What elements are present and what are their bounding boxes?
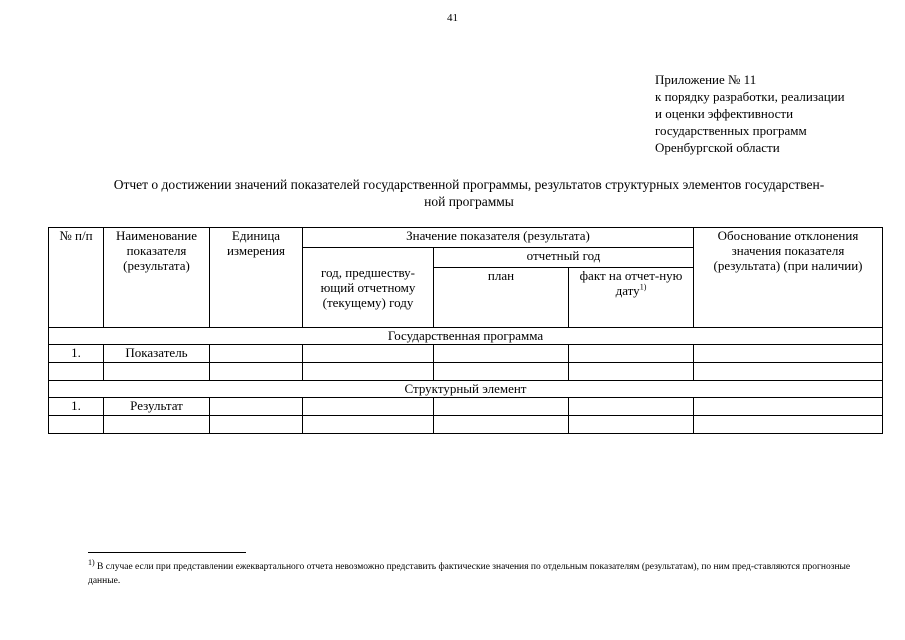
- header-fact: [569, 268, 694, 328]
- row-cell: [210, 363, 303, 381]
- row-cell: [694, 345, 883, 363]
- table-row: [49, 363, 883, 381]
- appendix-line: Приложение № 11: [655, 72, 757, 87]
- row-cell: [303, 398, 434, 416]
- row-name: Показатель: [104, 345, 210, 363]
- table-row: [49, 416, 883, 434]
- appendix-line: государственных программ: [655, 123, 807, 138]
- row-cell: [694, 363, 883, 381]
- row-cell: [434, 363, 569, 381]
- header-name: Наименование показателя (результата): [104, 228, 210, 328]
- appendix-line: к порядку разработки, реализации: [655, 89, 845, 104]
- footnote-marker: 1): [88, 557, 95, 567]
- header-plan: план: [434, 268, 569, 328]
- header-report-year: отчетный год: [434, 248, 694, 268]
- row-cell: [49, 416, 104, 434]
- row-cell: [569, 416, 694, 434]
- header-justification: Обоснование отклонения значения показателя (результата) (при наличии): [694, 228, 883, 328]
- row-cell: [210, 416, 303, 434]
- row-cell: [694, 416, 883, 434]
- table-row: [49, 345, 883, 363]
- header-value-group: Значение показателя (результата): [303, 228, 694, 248]
- section-title: Структурный элемент: [49, 381, 883, 398]
- row-cell: [303, 345, 434, 363]
- row-name: Результат: [104, 398, 210, 416]
- row-cell: [434, 345, 569, 363]
- row-cell: [210, 345, 303, 363]
- row-num: 1.: [49, 398, 104, 416]
- header-prev-year: год, предшеству-ющий отчетному (текущему) году: [303, 248, 434, 328]
- appendix-line: и оценки эффективности: [655, 106, 794, 121]
- row-cell: [104, 416, 210, 434]
- table-row: [49, 398, 883, 416]
- row-cell: [694, 398, 883, 416]
- row-cell: [210, 398, 303, 416]
- row-cell: [434, 398, 569, 416]
- document-title-line: ной программы: [424, 194, 514, 209]
- row-cell: [569, 363, 694, 381]
- header-num: № п/п: [49, 228, 104, 328]
- header-fact-text: факт на отчет-ную дату: [579, 268, 683, 298]
- row-num: 1.: [49, 345, 104, 363]
- appendix-header: [655, 71, 845, 156]
- footnote-text: В случае если при представлении ежеквартального отчета невозможно представить фактические значения по отдельным показателям (результатам), по ним пред-ставляются прогнозные данные.: [88, 562, 851, 586]
- row-cell: [104, 363, 210, 381]
- footnote: [88, 557, 858, 588]
- row-cell: [434, 416, 569, 434]
- report-table: [48, 227, 883, 434]
- footnote-ref: 1): [639, 282, 647, 292]
- row-cell: [49, 363, 104, 381]
- row-cell: [569, 398, 694, 416]
- document-title: [52, 176, 886, 210]
- appendix-line: Оренбургской области: [655, 140, 780, 155]
- footnote-divider: [88, 552, 246, 553]
- row-cell: [303, 416, 434, 434]
- section-title: Государственная программа: [49, 328, 883, 345]
- document-title-line: Отчет о достижении значений показателей государственной программы, результатов структурных элементов государствен-: [113, 177, 825, 192]
- header-unit: Единица измерения: [210, 228, 303, 328]
- row-cell: [303, 363, 434, 381]
- row-cell: [569, 345, 694, 363]
- page-number: 41: [447, 12, 458, 24]
